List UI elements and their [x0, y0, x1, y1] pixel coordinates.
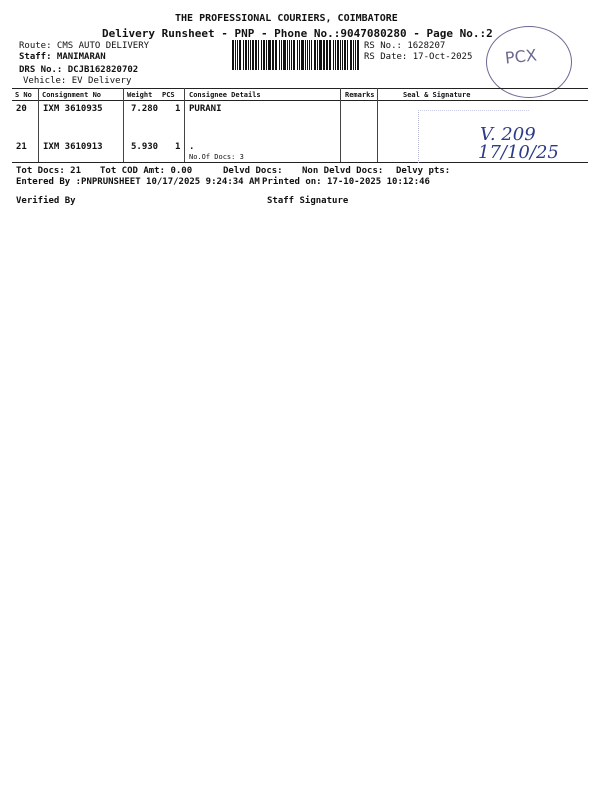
- route-label: Route: CMS AUTO DELIVERY: [19, 41, 150, 51]
- stamp-text: PCX: [504, 45, 538, 68]
- barcode-bar: [307, 40, 309, 70]
- barcode-bar: [268, 40, 271, 70]
- barcode-bar: [235, 40, 236, 70]
- row-21-consignment: IXM 3610913: [43, 142, 103, 152]
- drs-number: DRS No.: DCJB162820702: [19, 65, 139, 75]
- barcode-bar: [250, 40, 251, 70]
- rs-date: RS Date: 17-Oct-2025: [364, 52, 473, 62]
- row-20-pcs: 1: [175, 104, 181, 114]
- barcode-bar: [252, 40, 254, 70]
- barcode-bar: [237, 40, 238, 70]
- barcode-bar: [283, 40, 286, 70]
- runsheet-title: Delivery Runsheet - PNP - Phone No.:9047080280 - Page No.:2: [102, 27, 493, 40]
- col-divider: [377, 88, 378, 162]
- barcode-bar: [305, 40, 306, 70]
- barcode-bar: [319, 40, 322, 70]
- barcode-bar: [272, 40, 273, 70]
- row-21-weight: 5.930: [131, 142, 159, 152]
- total-cod-amount: Tot COD Amt: 0.00: [100, 166, 193, 176]
- barcode-bar: [314, 40, 316, 70]
- barcode-bar: [311, 40, 312, 70]
- barcode-bar: [324, 40, 325, 70]
- total-docs: Tot Docs: 21: [16, 166, 82, 176]
- entered-by: Entered By :PNPRUNSHEET 10/17/2025 9:24:34 AM: [16, 177, 260, 187]
- barcode: [232, 40, 360, 70]
- col-header-consignee: Consignee Details: [189, 91, 261, 99]
- col-divider: [38, 88, 39, 162]
- barcode-bar: [309, 40, 310, 70]
- barcode-bar: [317, 40, 318, 70]
- barcode-bar: [326, 40, 328, 70]
- handwritten-date: 17/10/25: [478, 142, 559, 163]
- barcode-bar: [289, 40, 290, 70]
- barcode-bar: [342, 40, 343, 70]
- vehicle-label: Vehicle: EV Delivery: [23, 76, 132, 86]
- handwritten-signature: V. 209: [480, 124, 536, 145]
- barcode-bar: [337, 40, 340, 70]
- barcode-bar: [273, 40, 274, 70]
- barcode-bar: [275, 40, 277, 70]
- barcode-bar: [347, 40, 348, 70]
- barcode-bar: [340, 40, 341, 70]
- col-divider: [123, 88, 124, 162]
- barcode-bar: [350, 40, 352, 70]
- col-divider: [184, 88, 185, 162]
- barcode-bar: [301, 40, 304, 70]
- company-title: THE PROFESSIONAL COURIERS, COIMBATORE: [175, 13, 398, 24]
- barcode-bar: [266, 40, 267, 70]
- col-header-pcs: PCS: [162, 91, 175, 99]
- col-header-seal: Seal & Signature: [403, 91, 471, 99]
- barcode-bar: [263, 40, 265, 70]
- barcode-bar: [299, 40, 300, 70]
- staff-label: Staff: MANIMARAN: [19, 52, 106, 62]
- barcode-bar: [291, 40, 292, 70]
- barcode-bar: [245, 40, 247, 70]
- delivery-points: Delvy pts:: [396, 166, 451, 176]
- barcode-bar: [357, 40, 360, 70]
- barcode-bar: [293, 40, 295, 70]
- staff-signature: Staff Signature: [267, 196, 349, 206]
- col-divider: [340, 88, 341, 162]
- row-20-consignment: IXM 3610935: [43, 104, 103, 114]
- delivered-docs: Delvd Docs:: [223, 166, 283, 176]
- barcode-bar: [297, 40, 298, 70]
- barcode-bar: [333, 40, 334, 70]
- row-20-sno: 20: [16, 104, 27, 114]
- table-header-rule: [12, 100, 588, 101]
- col-header-sno: S No: [15, 91, 32, 99]
- rs-number: RS No.: 1628207: [364, 41, 446, 51]
- barcode-bar: [279, 40, 280, 70]
- row-20-consignee: PURANI: [189, 104, 222, 114]
- barcode-bar: [239, 40, 242, 70]
- barcode-bar: [281, 40, 282, 70]
- barcode-bar: [323, 40, 324, 70]
- row-20-weight: 7.280: [131, 104, 159, 114]
- barcode-bar: [255, 40, 258, 70]
- printed-on: Printed on: 17-10-2025 10:12:46: [262, 177, 430, 187]
- non-delivered-docs: Non Delvd Docs:: [302, 166, 384, 176]
- row-21-sno: 21: [16, 142, 27, 152]
- barcode-bar: [344, 40, 346, 70]
- barcode-bar: [287, 40, 289, 70]
- table-top-rule: [12, 88, 588, 89]
- barcode-bar: [261, 40, 262, 70]
- barcode-bar: [353, 40, 354, 70]
- barcode-bar: [335, 40, 336, 70]
- barcode-bar: [329, 40, 331, 70]
- row-21-docs-note: No.Of Docs: 3: [189, 153, 244, 161]
- col-header-consignment: Consignment No: [42, 91, 102, 99]
- col-header-remarks: Remarks: [345, 91, 375, 99]
- row-21-consignee: .: [189, 142, 195, 152]
- col-header-weight: Weight: [127, 91, 153, 99]
- barcode-bar: [355, 40, 356, 70]
- barcode-bar: [243, 40, 244, 70]
- barcode-bar: [232, 40, 234, 70]
- row-21-pcs: 1: [175, 142, 181, 152]
- barcode-bar: [258, 40, 259, 70]
- barcode-bar: [248, 40, 249, 70]
- verified-by: Verified By: [16, 196, 76, 206]
